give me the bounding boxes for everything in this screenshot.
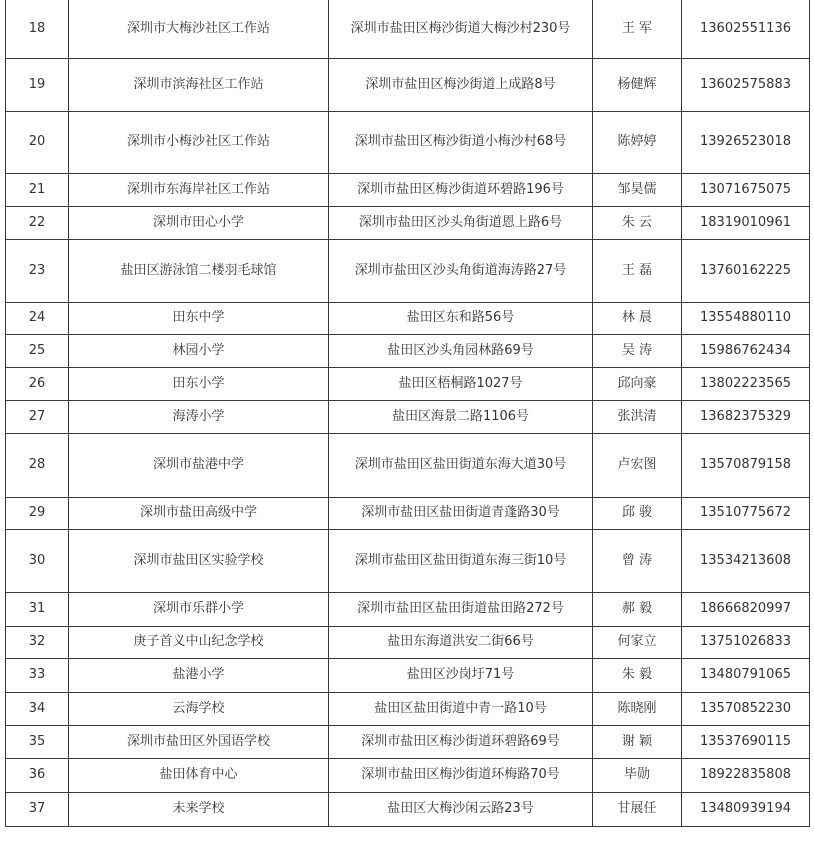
contact-person-cell: 邱 骏 (593, 497, 682, 529)
row-number-cell: 32 (6, 626, 69, 658)
table-row (6, 58, 810, 111)
row-number-cell: 36 (6, 758, 69, 792)
venue-name-cell: 深圳市盐田高级中学 (69, 497, 329, 529)
row-number-cell: 27 (6, 400, 69, 433)
contact-person-cell: 朱 云 (593, 206, 682, 239)
address-cell: 盐田区海景二路1106号 (329, 400, 593, 433)
venue-name-cell: 盐港小学 (69, 658, 329, 692)
contact-person-cell: 邱向豪 (593, 367, 682, 400)
table-row (6, 173, 810, 206)
venue-name-cell: 盐田区游泳馆二楼羽毛球馆 (69, 239, 329, 302)
table-row (6, 692, 810, 725)
phone-number-cell: 13534213608 (682, 529, 810, 592)
phone-number-cell: 13480791065 (682, 658, 810, 692)
venue-name-cell: 盐田体育中心 (69, 758, 329, 792)
venue-name-cell: 林园小学 (69, 334, 329, 367)
address-cell: 深圳市盐田区梅沙街道环碧路69号 (329, 725, 593, 758)
venue-name-cell: 田东中学 (69, 302, 329, 334)
row-number-cell: 35 (6, 725, 69, 758)
address-cell: 深圳市盐田区盐田街道盐田路272号 (329, 592, 593, 626)
address-cell: 深圳市盐田区盐田街道东海三街10号 (329, 529, 593, 592)
table-row (6, 111, 810, 173)
address-cell: 深圳市盐田区梅沙街道大梅沙村230号 (329, 0, 593, 58)
phone-number-cell: 18319010961 (682, 206, 810, 239)
row-number-cell: 30 (6, 529, 69, 592)
address-cell: 盐田区盐田街道中青一路10号 (329, 692, 593, 725)
venue-name-cell: 田东小学 (69, 367, 329, 400)
table-row (6, 0, 810, 58)
table-row (6, 592, 810, 626)
venue-name-cell: 深圳市滨海社区工作站 (69, 58, 329, 111)
row-number-cell: 34 (6, 692, 69, 725)
phone-number-cell: 13480939194 (682, 792, 810, 826)
venue-name-cell: 深圳市田心小学 (69, 206, 329, 239)
row-number-cell: 22 (6, 206, 69, 239)
contact-person-cell: 吴 涛 (593, 334, 682, 367)
venue-name-cell: 深圳市东海岸社区工作站 (69, 173, 329, 206)
phone-number-cell: 13751026833 (682, 626, 810, 658)
contact-person-cell: 卢宏图 (593, 433, 682, 497)
phone-number-cell: 13926523018 (682, 111, 810, 173)
contact-person-cell: 甘展任 (593, 792, 682, 826)
row-number-cell: 26 (6, 367, 69, 400)
contact-person-cell: 张洪清 (593, 400, 682, 433)
row-number-cell: 31 (6, 592, 69, 626)
contact-person-cell: 杨健辉 (593, 58, 682, 111)
venue-name-cell: 未来学校 (69, 792, 329, 826)
address-cell: 盐田区沙岗圩71号 (329, 658, 593, 692)
address-cell: 深圳市盐田区盐田街道青蓬路30号 (329, 497, 593, 529)
phone-number-cell: 15986762434 (682, 334, 810, 367)
table-row (6, 433, 810, 497)
row-number-cell: 28 (6, 433, 69, 497)
table-row (6, 497, 810, 529)
phone-number-cell: 13570852230 (682, 692, 810, 725)
venue-name-cell: 海涛小学 (69, 400, 329, 433)
table-row (6, 400, 810, 433)
address-cell: 盐田区东和路56号 (329, 302, 593, 334)
address-cell: 盐田东海道洪安二街66号 (329, 626, 593, 658)
contact-person-cell: 王 军 (593, 0, 682, 58)
venue-name-cell: 深圳市乐群小学 (69, 592, 329, 626)
row-number-cell: 21 (6, 173, 69, 206)
venue-name-cell: 深圳市大梅沙社区工作站 (69, 0, 329, 58)
table-row (6, 239, 810, 302)
venue-table-body (6, 0, 810, 826)
row-number-cell: 23 (6, 239, 69, 302)
phone-number-cell: 13682375329 (682, 400, 810, 433)
contact-person-cell: 陈晓刚 (593, 692, 682, 725)
contact-person-cell: 毕勋 (593, 758, 682, 792)
row-number-cell: 33 (6, 658, 69, 692)
table-row (6, 658, 810, 692)
address-cell: 深圳市盐田区梅沙街道小梅沙村68号 (329, 111, 593, 173)
phone-number-cell: 13602551136 (682, 0, 810, 58)
row-number-cell: 24 (6, 302, 69, 334)
contact-person-cell: 朱 毅 (593, 658, 682, 692)
phone-number-cell: 18666820997 (682, 592, 810, 626)
row-number-cell: 29 (6, 497, 69, 529)
venue-name-cell: 深圳市盐田区实验学校 (69, 529, 329, 592)
venue-table (5, 0, 810, 827)
address-cell: 深圳市盐田区盐田街道东海大道30号 (329, 433, 593, 497)
venue-name-cell: 深圳市小梅沙社区工作站 (69, 111, 329, 173)
venue-name-cell: 深圳市盐港中学 (69, 433, 329, 497)
table-row (6, 626, 810, 658)
address-cell: 深圳市盐田区梅沙街道环梅路70号 (329, 758, 593, 792)
row-number-cell: 25 (6, 334, 69, 367)
contact-person-cell: 邹昊儒 (593, 173, 682, 206)
address-cell: 盐田区沙头角园林路69号 (329, 334, 593, 367)
venue-name-cell: 深圳市盐田区外国语学校 (69, 725, 329, 758)
row-number-cell: 19 (6, 58, 69, 111)
row-number-cell: 18 (6, 0, 69, 58)
contact-person-cell: 王 磊 (593, 239, 682, 302)
contact-person-cell: 何家立 (593, 626, 682, 658)
phone-number-cell: 13071675075 (682, 173, 810, 206)
address-cell: 深圳市盐田区梅沙街道上成路8号 (329, 58, 593, 111)
table-row (6, 367, 810, 400)
table-row (6, 792, 810, 826)
phone-number-cell: 13510775672 (682, 497, 810, 529)
phone-number-cell: 13802223565 (682, 367, 810, 400)
table-row (6, 302, 810, 334)
phone-number-cell: 13570879158 (682, 433, 810, 497)
contact-person-cell: 曾 涛 (593, 529, 682, 592)
phone-number-cell: 18922835808 (682, 758, 810, 792)
contact-person-cell: 林 晨 (593, 302, 682, 334)
venue-name-cell: 庚子首义中山纪念学校 (69, 626, 329, 658)
contact-person-cell: 谢 颖 (593, 725, 682, 758)
address-cell: 深圳市盐田区沙头角街道恩上路6号 (329, 206, 593, 239)
contact-person-cell: 陈婷婷 (593, 111, 682, 173)
address-cell: 盐田区梧桐路1027号 (329, 367, 593, 400)
phone-number-cell: 13554880110 (682, 302, 810, 334)
table-row (6, 758, 810, 792)
contact-person-cell: 郝 毅 (593, 592, 682, 626)
table-row (6, 206, 810, 239)
table-row (6, 529, 810, 592)
table-row (6, 334, 810, 367)
address-cell: 深圳市盐田区梅沙街道环碧路196号 (329, 173, 593, 206)
address-cell: 深圳市盐田区沙头角街道海涛路27号 (329, 239, 593, 302)
phone-number-cell: 13602575883 (682, 58, 810, 111)
phone-number-cell: 13760162225 (682, 239, 810, 302)
row-number-cell: 20 (6, 111, 69, 173)
row-number-cell: 37 (6, 792, 69, 826)
address-cell: 盐田区大梅沙闲云路23号 (329, 792, 593, 826)
venue-name-cell: 云海学校 (69, 692, 329, 725)
phone-number-cell: 13537690115 (682, 725, 810, 758)
table-row (6, 725, 810, 758)
